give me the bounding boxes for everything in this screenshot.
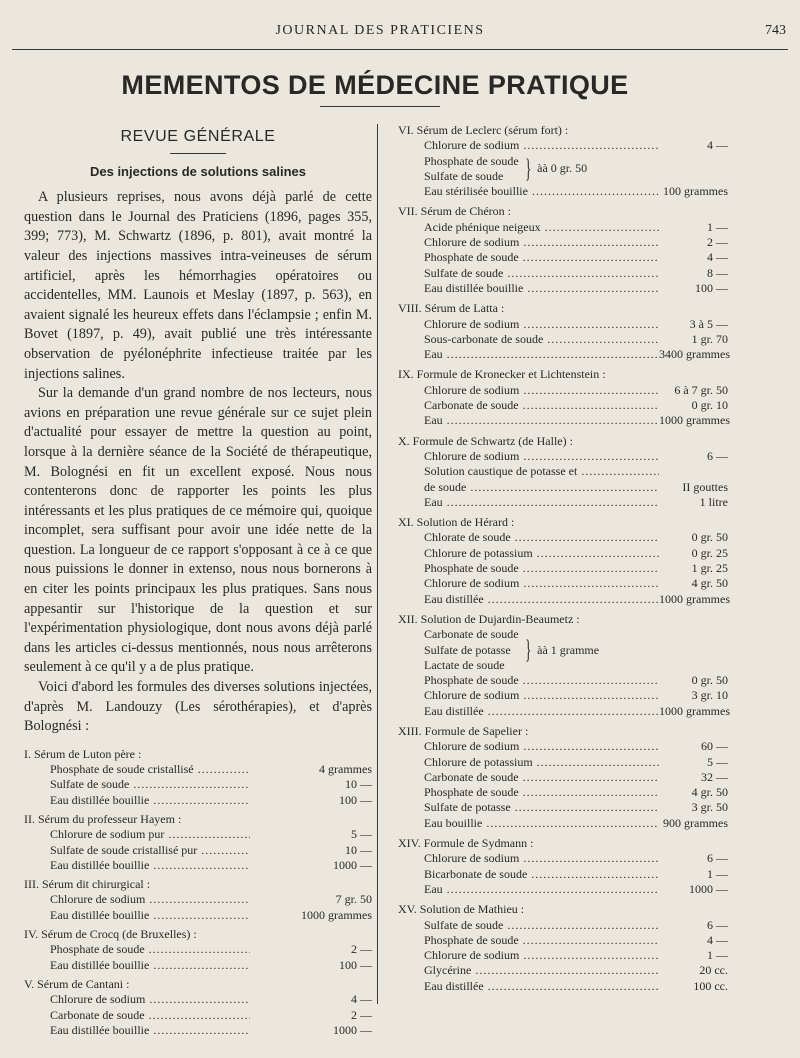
ingredient-qty: 8 — <box>707 265 728 280</box>
ingredient-name: Eau distillée bouillie ..... <box>50 858 250 873</box>
ingredient-qty: 1000 grammes <box>659 703 730 718</box>
formula-block <box>398 204 728 296</box>
ingredient-row <box>398 266 728 281</box>
ingredient-qty: 3400 grammes <box>659 347 730 362</box>
grouped-ingredients <box>398 154 728 185</box>
ingredient-qty: 4 gr. 50 <box>691 576 728 591</box>
ingredient-row <box>398 785 728 800</box>
ingredient-name: Eau distillée ..... <box>424 704 659 719</box>
ingredient-row <box>24 762 372 777</box>
ingredient-name: Phosphate de soude cristallisé ..... <box>50 762 250 777</box>
ingredient-name: Phosphate de soude ..... <box>424 785 659 800</box>
formula-block <box>24 977 372 1038</box>
ingredient-row <box>398 398 728 413</box>
group-qty: àà 1 gramme <box>537 642 600 657</box>
section-rule <box>170 153 226 154</box>
ingredient-qty: 1000 grammes <box>301 907 372 922</box>
ingredient-row <box>398 220 728 235</box>
ingredient-row <box>24 1023 372 1038</box>
ingredient-name: Chlorure de sodium ..... <box>50 992 250 1007</box>
page-number: 743 <box>765 23 786 38</box>
formula-block <box>398 434 728 510</box>
column-divider <box>377 124 378 1004</box>
ingredient-name: Chlorure de sodium ..... <box>424 739 659 754</box>
ingredient-qty: 100 cc. <box>693 978 728 993</box>
ingredient-qty: 3 gr. 50 <box>691 800 728 815</box>
ingredient-qty: 4 — <box>707 932 728 947</box>
ingredient-row <box>398 383 728 398</box>
formula-title: II. Sérum du professeur Hayem : <box>24 812 182 826</box>
ingredient-qty: 3 à 5 — <box>689 316 728 331</box>
ingredient-name: Eau ..... <box>424 882 659 897</box>
ingredient-qty: 1 — <box>707 866 728 881</box>
ingredient-row <box>24 827 372 842</box>
ingredient-qty: 0 gr. 10 <box>691 398 728 413</box>
ingredient-name: Phosphate de soude ..... <box>424 673 659 688</box>
ingredient-qty: 5 — <box>707 754 728 769</box>
ingredient-row <box>398 576 728 591</box>
ingredient-qty: 1 gr. 25 <box>691 561 728 576</box>
formula-block <box>24 927 372 973</box>
section-heading: REVUE GÉNÉRALE <box>120 128 276 145</box>
ingredient-name: Eau ..... <box>424 413 659 428</box>
grouped-ingredients <box>398 627 728 673</box>
ingredient-row <box>398 948 728 963</box>
ingredient-row <box>398 963 728 978</box>
ingredient-qty: 6 — <box>707 448 728 463</box>
ingredient-row <box>398 449 728 464</box>
paragraph: Sur la demande d'un grand nombre de nos lecteurs, nous avions en préparation une revue générale sur ce sujet plein d'actualité pour essayer de mettre la question au point, lorsque à la dernière séance de la Société de thérapeutique, M. Bolognési en fit un excellent exposé. Nous nous contenterons donc de rapporter les points les plus intéressants et les plus pratiques de ce mémoire qui, quoique incomplet, sera suffisant pour avoir une idée nette de la question. La longueur de ce rapport s'opposant à ce à ce que nous puissions le donner in extenso, nous nous bornerons à en citer les points principaux les plus pratiques. Sans nous appesantir sur l'historique de la question et sur l'expérimentation physiologique, dont nous avons déjà parlé dans les articles ci-dessus mentionnés, nous nous arrêterons seulement à ce qu'il y a de plus pratique. <box>24 385 372 676</box>
ingredient-name: Eau ..... <box>424 495 659 510</box>
ingredient-qty: 0 gr. 50 <box>691 530 728 545</box>
ingredient-name: Eau bouillie ..... <box>424 816 659 831</box>
ingredient-name: Chlorure de sodium ..... <box>424 576 659 591</box>
ingredient-name: Carbonate de soude <box>424 627 519 642</box>
ingredient-name: Eau distillée bouillie ..... <box>50 1023 250 1038</box>
ingredient-row <box>398 250 728 265</box>
ingredient-row <box>398 851 728 866</box>
ingredient-name: Eau distillée bouillie ..... <box>424 281 659 296</box>
ingredient-row <box>24 1008 372 1023</box>
ingredient-name: Sulfate de soude cristallisé pur ..... <box>50 843 250 858</box>
ingredient-qty: 100 — <box>339 792 372 807</box>
ingredient-row <box>398 184 728 199</box>
ingredient-name: Eau distillée ..... <box>424 979 659 994</box>
formula-title: VI. Sérum de Leclerc (sérum fort) : <box>398 123 569 137</box>
ingredient-row <box>398 755 728 770</box>
ingredient-row <box>24 908 372 923</box>
formula-title: IV. Sérum de Crocq (de Bruxelles) : <box>24 927 197 942</box>
ingredient-qty: 0 gr. 25 <box>691 545 728 560</box>
ingredient-name: Glycérine ..... <box>424 963 659 978</box>
paragraph: Voici d'abord les formules des diverses solutions injectées, d'après M. Landouzy (Les sérothérapies), et d'après Bolognési : <box>24 679 372 735</box>
left-column <box>24 124 372 1042</box>
ingredient-row <box>24 858 372 873</box>
running-header <box>0 23 800 43</box>
ingredient-qty: 3 gr. 10 <box>691 688 728 703</box>
ingredient-row <box>398 347 728 362</box>
ingredient-qty: 1000 grammes <box>659 591 730 606</box>
formula-title: V. Sérum de Cantani : <box>24 976 130 991</box>
ingredient-name: Chlorure de sodium ..... <box>50 892 250 907</box>
ingredient-row <box>398 673 728 688</box>
ingredient-row <box>24 892 372 907</box>
ingredient-qty: 10 — <box>345 777 372 792</box>
paragraph: A plusieurs reprises, nous avons déjà parlé de cette question dans le Journal des Praticiens (1896, pages 355, 399; 773), M. Schwartz (1896, p. 801), avait montré la valeur des injections massives intra-veineuses de sérum artificiel, après les hémorrhagies opératoires ou accidentelles, MM. Launois et Meslay (1897, p. 563), en avaient signalé les heureux effets dans l'éclampsie ; enfin M. Bovet (1897, p. 49), avait publié une très intéressante observation de pyélonéphrite infectieuse traitée par les injections salines. <box>24 189 372 382</box>
formula-title: I. Sérum de Luton père : <box>24 746 142 761</box>
formula-block <box>24 747 372 808</box>
ingredient-row <box>398 770 728 785</box>
ingredient-name: Phosphate de soude ..... <box>424 561 659 576</box>
formula-block <box>24 877 372 923</box>
ingredient-name: Sulfate de soude <box>424 168 504 183</box>
ingredient-row <box>24 843 372 858</box>
ingredient-row <box>24 942 372 957</box>
ingredient-name: Chlorure de sodium ..... <box>424 851 659 866</box>
ingredient-row <box>24 793 372 808</box>
ingredient-row <box>398 281 728 296</box>
ingredient-qty: 4 — <box>351 992 372 1007</box>
formula-title: XV. Solution de Mathieu : <box>398 902 525 917</box>
formula-list-right <box>398 123 728 999</box>
ingredient-row <box>398 138 728 153</box>
ingredient-name: Chlorure de sodium ..... <box>424 317 659 332</box>
ingredient-row <box>398 413 728 428</box>
formula-title: XIV. Formule de Sydmann : <box>398 836 534 851</box>
ingredient-qty: 1 — <box>707 948 728 963</box>
ingredient-qty: 5 — <box>351 827 372 842</box>
article-subtitle: Des injections de solutions salines <box>89 163 306 179</box>
ingredient-qty: 2 — <box>351 942 372 957</box>
ingredient-row <box>398 688 728 703</box>
formula-block <box>398 367 728 428</box>
ingredient-name: Chlorate de soude ..... <box>424 530 659 545</box>
ingredient-qty: 60 — <box>701 739 728 754</box>
ingredient-qty: 4 — <box>707 250 728 265</box>
ingredient-name: Chlorure de sodium ..... <box>424 948 659 963</box>
ingredient-name: Acide phénique neigeux ..... <box>424 220 659 235</box>
ingredient-qty: 1000 — <box>689 881 728 896</box>
ingredient-name: Sous-carbonate de soude ..... <box>424 332 659 347</box>
ingredient-row <box>24 958 372 973</box>
ingredient-row <box>398 918 728 933</box>
formula-block <box>398 612 728 719</box>
formula-block <box>398 123 728 199</box>
formula-title: III. Sérum dit chirurgical : <box>24 877 151 892</box>
ingredient-name: Sulfate de soude ..... <box>424 918 659 933</box>
ingredient-row <box>398 816 728 831</box>
ingredient-name: Eau distillée bouillie ..... <box>50 908 250 923</box>
brace-symbol: } <box>524 635 532 665</box>
ingredient-row <box>398 882 728 897</box>
formula-block <box>398 902 728 994</box>
ingredient-name: Carbonate de soude ..... <box>424 770 659 785</box>
formula-block <box>398 301 728 362</box>
ingredient-name: Eau distillée ..... <box>424 592 659 607</box>
ingredient-name: Chlorure de sodium ..... <box>424 138 659 153</box>
ingredient-row <box>398 464 728 479</box>
ingredient-name: Phosphate de soude ..... <box>424 933 659 948</box>
formula-title: XII. Solution de Dujardin-Beaumetz : <box>398 611 580 626</box>
ingredient-qty: 2 — <box>351 1007 372 1022</box>
ingredient-name: Chlorure de sodium ..... <box>424 688 659 703</box>
ingredient-row <box>24 777 372 792</box>
ingredient-name: Lactate de soude <box>424 657 505 672</box>
ingredient-name: de soude ..... <box>424 480 659 495</box>
ingredient-qty: 1000 grammes <box>659 413 730 428</box>
ingredient-row <box>398 530 728 545</box>
ingredient-name: Eau ..... <box>424 347 659 362</box>
ingredient-name: Sulfate de soude ..... <box>50 777 250 792</box>
ingredient-qty: 10 — <box>345 842 372 857</box>
ingredient-qty: 1 litre <box>699 494 728 509</box>
ingredient-row <box>398 704 728 719</box>
ingredient-name: Sulfate de soude ..... <box>424 266 659 281</box>
ingredient-row <box>398 546 728 561</box>
ingredient-name: Phosphate de soude ..... <box>424 250 659 265</box>
ingredient-qty: 100 grammes <box>663 184 728 199</box>
header-rule <box>12 49 788 50</box>
formula-block <box>398 724 728 831</box>
ingredient-row <box>398 933 728 948</box>
ingredient-name: Phosphate de soude <box>424 153 519 168</box>
ingredient-name: Chlorure de sodium ..... <box>424 235 659 250</box>
ingredient-name: Sulfate de potasse <box>424 642 511 657</box>
ingredient-qty: 4 gr. 50 <box>691 785 728 800</box>
formula-title: XI. Solution de Hérard : <box>398 515 515 530</box>
ingredient-row <box>398 867 728 882</box>
formula-title: VIII. Sérum de Latta : <box>398 301 505 316</box>
formula-title: XIII. Formule de Sapelier : <box>398 723 529 738</box>
ingredient-qty: II gouttes <box>682 479 728 494</box>
title-rule <box>320 106 440 107</box>
ingredient-row <box>398 495 728 510</box>
ingredient-name: Chlorure de sodium ..... <box>424 383 659 398</box>
ingredient-qty: 4 — <box>707 138 728 153</box>
ingredient-qty: 0 gr. 50 <box>691 673 728 688</box>
journal-name: JOURNAL DES PRATICIENS <box>275 23 485 38</box>
ingredient-row <box>398 480 728 495</box>
group-names <box>424 154 519 185</box>
ingredient-qty: 20 cc. <box>699 963 728 978</box>
ingredient-qty: 1 — <box>707 219 728 234</box>
ingredient-row <box>398 739 728 754</box>
ingredient-name: Sulfate de potasse ..... <box>424 800 659 815</box>
ingredient-row <box>398 235 728 250</box>
ingredient-name: Carbonate de soude ..... <box>50 1008 250 1023</box>
group-names <box>424 627 519 673</box>
ingredient-qty: 100 — <box>339 957 372 972</box>
group-qty: àà 0 gr. 50 <box>537 161 588 176</box>
ingredient-name: Phosphate de soude ..... <box>50 942 250 957</box>
ingredient-name: Chlorure de sodium pur ..... <box>50 827 250 842</box>
ingredient-qty: 1 gr. 70 <box>691 331 728 346</box>
ingredient-qty: 6 — <box>707 851 728 866</box>
ingredient-row <box>24 992 372 1007</box>
ingredient-qty: 2 — <box>707 235 728 250</box>
ingredient-qty: 6 à 7 gr. 50 <box>674 382 728 397</box>
brace-symbol: } <box>524 153 532 183</box>
ingredient-qty: 6 — <box>707 917 728 932</box>
ingredient-name: Solution caustique de potasse et ..... <box>424 464 659 479</box>
ingredient-row <box>398 592 728 607</box>
ingredient-name: Eau distillée bouillie ..... <box>50 793 250 808</box>
ingredient-row <box>398 332 728 347</box>
formula-block <box>398 836 728 897</box>
page-title: MEMENTOS DE MÉDECINE PRATIQUE <box>121 70 629 100</box>
ingredient-name: Bicarbonate de soude ..... <box>424 867 659 882</box>
formula-block <box>398 515 728 607</box>
formula-list-left <box>24 747 372 1038</box>
ingredient-row <box>398 561 728 576</box>
formula-title: IX. Formule de Kronecker et Lichtenstein : <box>398 367 606 382</box>
ingredient-name: Eau stérilisée bouillie ..... <box>424 184 659 199</box>
formula-block <box>24 812 372 873</box>
ingredient-name: Eau distillée bouillie ..... <box>50 958 250 973</box>
ingredient-name: Chlorure de potassium ..... <box>424 755 659 770</box>
ingredient-name: Carbonate de soude ..... <box>424 398 659 413</box>
ingredient-qty: 4 grammes <box>319 762 372 777</box>
ingredient-qty: 100 — <box>695 280 728 295</box>
ingredient-row <box>398 800 728 815</box>
ingredient-qty: 900 grammes <box>663 815 728 830</box>
ingredient-row <box>398 317 728 332</box>
ingredient-row <box>398 979 728 994</box>
ingredient-qty: 1000 — <box>333 857 372 872</box>
ingredient-qty: 1000 — <box>333 1022 372 1037</box>
ingredient-qty: 7 gr. 50 <box>335 892 372 907</box>
ingredient-name: Chlorure de potassium ..... <box>424 546 659 561</box>
ingredient-name: Chlorure de sodium ..... <box>424 449 659 464</box>
formula-title: VII. Sérum de Chéron : <box>398 204 511 219</box>
formula-title: X. Formule de Schwartz (de Halle) : <box>398 433 573 448</box>
ingredient-qty: 32 — <box>701 769 728 784</box>
